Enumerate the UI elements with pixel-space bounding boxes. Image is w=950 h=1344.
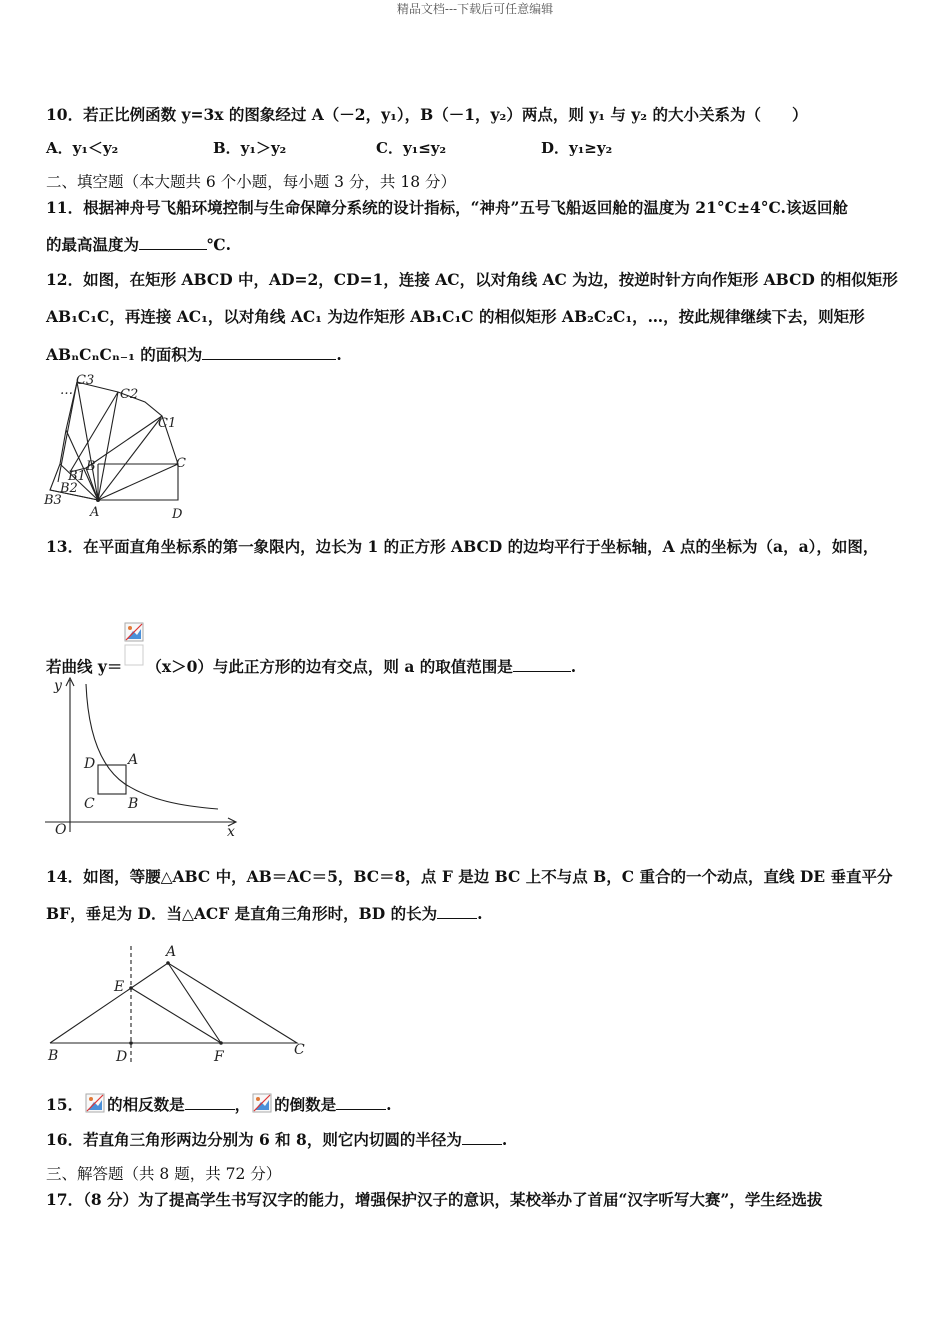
q13-curve bbox=[86, 684, 218, 809]
q14-segment-ef bbox=[131, 988, 221, 1043]
q13-answer-blank[interactable] bbox=[513, 657, 571, 672]
q10-option-a: A．y₁＜y₂ bbox=[46, 139, 119, 157]
q15-part2: 的倒数是 bbox=[274, 1095, 337, 1114]
q13-line2-pre: 若曲线 y＝ bbox=[46, 657, 123, 676]
q13-square bbox=[98, 765, 126, 794]
q12-label-b3: B3 bbox=[44, 493, 62, 508]
q13-figure bbox=[40, 672, 245, 847]
q15-num: 15． bbox=[46, 1095, 84, 1114]
q11-answer-blank[interactable] bbox=[139, 235, 207, 250]
q10-option-d: D．y₁≥y₂ bbox=[541, 139, 613, 157]
q15-blank-1[interactable] bbox=[185, 1095, 235, 1110]
q12-label-b: B bbox=[86, 459, 96, 474]
q13-line2 bbox=[46, 622, 576, 677]
section-2-title: 二、填空题（本大题共 6 个小题，每小题 3 分，共 18 分） bbox=[46, 173, 457, 191]
q13-label-y: y bbox=[54, 678, 62, 694]
formula-image-icon bbox=[252, 1093, 272, 1117]
section-3-title: 三、解答题（共 8 题，共 72 分） bbox=[46, 1165, 282, 1183]
q12-line3-pre: ABₙCₙCₙ₋₁ 的面积为 bbox=[46, 345, 203, 364]
q14-label-f: F bbox=[214, 1049, 224, 1065]
q13-label-o: O bbox=[55, 822, 67, 838]
q12-label-b1: B1 bbox=[68, 469, 86, 484]
q10-text: 10．若正比例函数 y=3x 的图象经过 A（－2，y₁），B（－1，y₂）两点，则 y₁ 与 y₂ 的大小关系为（ ） bbox=[46, 105, 808, 124]
q14-line2-post: . bbox=[477, 904, 483, 923]
q12-label-ellipsis: … bbox=[60, 383, 73, 398]
q16-answer-blank[interactable] bbox=[462, 1130, 502, 1145]
q14-label-d: D bbox=[116, 1049, 128, 1065]
q12-label-c: C bbox=[176, 456, 186, 471]
q12-line3 bbox=[46, 343, 342, 365]
q15-part1: 的相反数是 bbox=[107, 1095, 185, 1114]
q12-point-a bbox=[96, 498, 100, 502]
q13-line2-mid: （x＞0）与此正方形的边有交点，则 a 的取值范围是 bbox=[146, 657, 513, 676]
q14-label-c: C bbox=[294, 1042, 305, 1058]
q15-sep: ， bbox=[234, 1095, 251, 1114]
q14-line2-pre: BF，垂足为 D．当△ACF 是直角三角形时，BD 的长为 bbox=[46, 904, 438, 923]
q14-figure bbox=[40, 940, 320, 1070]
q13-label-c: C bbox=[84, 796, 95, 812]
q14-line1: 14．如图，等腰△ABC 中，AB＝AC＝5，BC＝8，点 F 是边 BC 上不与点 B，C 重合的一个动点，直线 DE 垂直平分 bbox=[46, 867, 893, 886]
q14-label-b: B bbox=[48, 1048, 59, 1064]
q15-end: . bbox=[386, 1095, 392, 1114]
q12-line1: 12．如图，在矩形 ABCD 中，AD=2，CD=1，连接 AC，以对角线 AC 为边，按逆时针方向作矩形 ABCD 的相似矩形 bbox=[46, 270, 898, 289]
q10-option-c: C．y₁≤y₂ bbox=[376, 139, 447, 157]
q12-label-c3: C3 bbox=[76, 373, 95, 388]
q17-line1: 17．（8 分）为了提高学生书写汉字的能力，增强保护汉子的意识，某校举办了首届“汉字听写大赛”，学生经选拔 bbox=[46, 1190, 823, 1209]
q14-label-a: A bbox=[166, 944, 177, 960]
q13-label-d: D bbox=[84, 756, 96, 772]
q10-option-b: B．y₁＞y₂ bbox=[213, 139, 287, 157]
page-header: 精品文档---下载后可任意编辑 bbox=[396, 2, 554, 16]
q11-line2 bbox=[46, 233, 231, 255]
q12-label-a: A bbox=[90, 505, 100, 520]
formula-image-icon bbox=[124, 622, 144, 670]
q16-text bbox=[46, 1128, 507, 1150]
q13-label-b: B bbox=[128, 796, 139, 812]
q15-text bbox=[46, 1093, 392, 1117]
q13-line2-post: . bbox=[570, 657, 577, 676]
q11-line2-pre: 的最高温度为 bbox=[46, 235, 140, 254]
q14-label-e: E bbox=[114, 979, 125, 995]
q12-answer-blank[interactable] bbox=[202, 345, 336, 360]
q12-line2: AB₁C₁C，再连接 AC₁，以对角线 AC₁ 为边作矩形 AB₁C₁C 的相似矩形 AB₂C₂C₁，…，按此规律继续下去，则矩形 bbox=[46, 307, 865, 326]
q12-figure bbox=[40, 372, 200, 522]
q13-label-x: x bbox=[227, 824, 235, 840]
q16-pre: 16．若直角三角形两边分别为 6 和 8，则它内切圆的半径为 bbox=[46, 1130, 462, 1149]
q12-line3-post: . bbox=[336, 345, 342, 364]
q16-post: . bbox=[501, 1130, 508, 1149]
q14-answer-blank[interactable] bbox=[437, 904, 477, 919]
q12-label-c2: C2 bbox=[120, 387, 139, 402]
q11-line1: 11．根据神舟号飞船环境控制与生命保障分系统的设计指标，“神舟”五号飞船返回舱的温度为 21°C±4°C.该返回舱 bbox=[46, 198, 848, 217]
q12-label-d: D bbox=[172, 507, 183, 522]
q14-segment-af bbox=[168, 963, 221, 1043]
q14-line2 bbox=[46, 902, 482, 924]
q12-label-c1: C1 bbox=[158, 416, 177, 431]
q11-line2-post: ℃. bbox=[207, 235, 231, 254]
q13-label-a: A bbox=[128, 752, 139, 768]
q12-label-b2: B2 bbox=[60, 481, 78, 496]
q15-blank-2[interactable] bbox=[336, 1095, 386, 1110]
q14-triangle-abc bbox=[50, 963, 297, 1043]
formula-image-icon bbox=[85, 1093, 105, 1117]
q13-line1: 13．在平面直角坐标系的第一象限内，边长为 1 的正方形 ABCD 的边均平行于坐标轴，A 点的坐标为（a，a），如图， bbox=[46, 537, 879, 556]
